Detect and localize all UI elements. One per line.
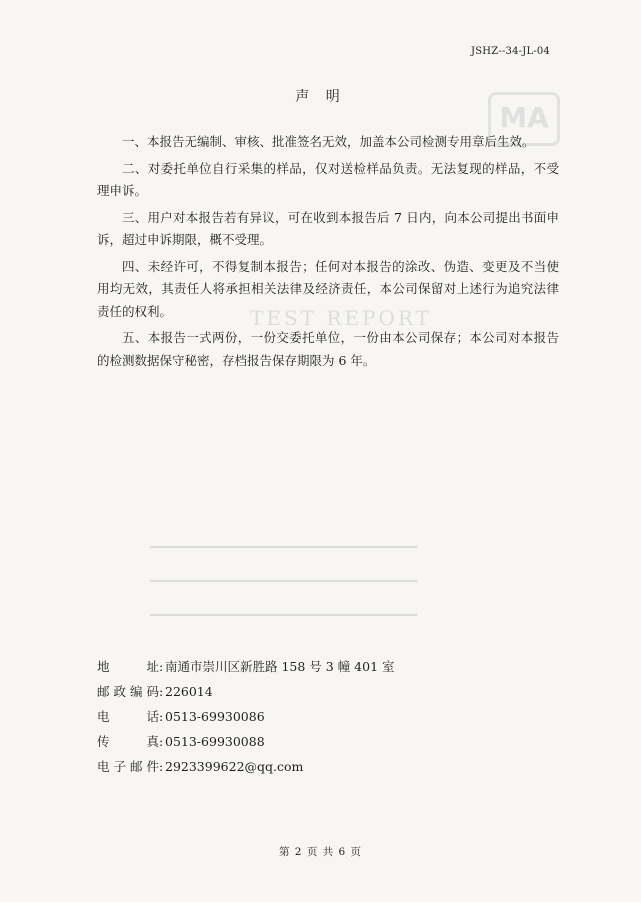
declaration-item-4: 四、未经许可，不得复制本报告；任何对本报告的涂改、伪造、变更及不当使用均无效，其责任人将承担相关法律及经济责任，本公司保留对上述行为追究法律责任的权利。 [97,258,559,319]
contact-address [97,654,395,679]
declaration-item-2: 二、对委托单位自行采集的样品，仅对送检样品负责。无法复现的样品，不受理申诉。 [97,160,559,198]
contact-value: 2923399622@qq.com [165,759,304,774]
declaration-body [97,131,559,376]
colon: : [159,659,164,674]
contact-label: 电 话 [97,709,159,724]
contact-value: 0513-69930086 [165,709,265,724]
show-through-text: TEST REPORT [250,306,432,330]
show-through-text: ━━━━━━━━━━━━━━━━━━━━━━━━━━━━━━━━━━━━━ [150,574,418,588]
show-through-text: ━━━━━━━━━━━━━━━━━━━━━━━━━━━━━━━━━━━━━ [150,608,418,622]
contact-fax [97,729,395,754]
contact-postcode [97,679,395,704]
contact-label: 邮政编码 [97,684,159,699]
show-through-text: ━━━━━━━━━━━━━━━━━━━━━━━━━━━━━━━━━━━━━ [150,540,418,554]
contact-value: 0513-69930088 [165,734,265,749]
document-code: JSHZ--34-JL-04 [471,46,550,57]
contact-value: 南通市崇川区新胜路 158 号 3 幢 401 室 [165,659,395,674]
contact-email [97,754,395,779]
colon: : [159,709,164,724]
colon: : [159,684,164,699]
colon: : [159,734,164,749]
declaration-item-5: 五、本报告一式两份，一份交委托单位，一份由本公司保存；本公司对本报告的检测数据保守秘密，存档报告保存期限为 6 年。 [97,330,559,368]
contact-phone [97,704,395,729]
page-title: 声 明 [295,89,346,105]
contact-label: 电子邮件 [97,759,159,774]
declaration-item-1: 一、本报告无编制、审核、批准签名无效，加盖本公司检测专用章后生效。 [122,134,535,149]
contact-value: 226014 [165,684,213,699]
declaration-item-3: 三、用户对本报告若有异议，可在收到本报告后 7 日内，向本公司提出书面申诉，超过申诉期限，概不受理。 [97,209,559,247]
contact-info [97,654,395,779]
contact-label: 地 址 [97,659,159,674]
show-through-logo: MA [488,92,560,146]
contact-label: 传 真 [97,734,159,749]
page-number: 第 2 页 共 6 页 [278,846,363,858]
colon: : [159,759,164,774]
